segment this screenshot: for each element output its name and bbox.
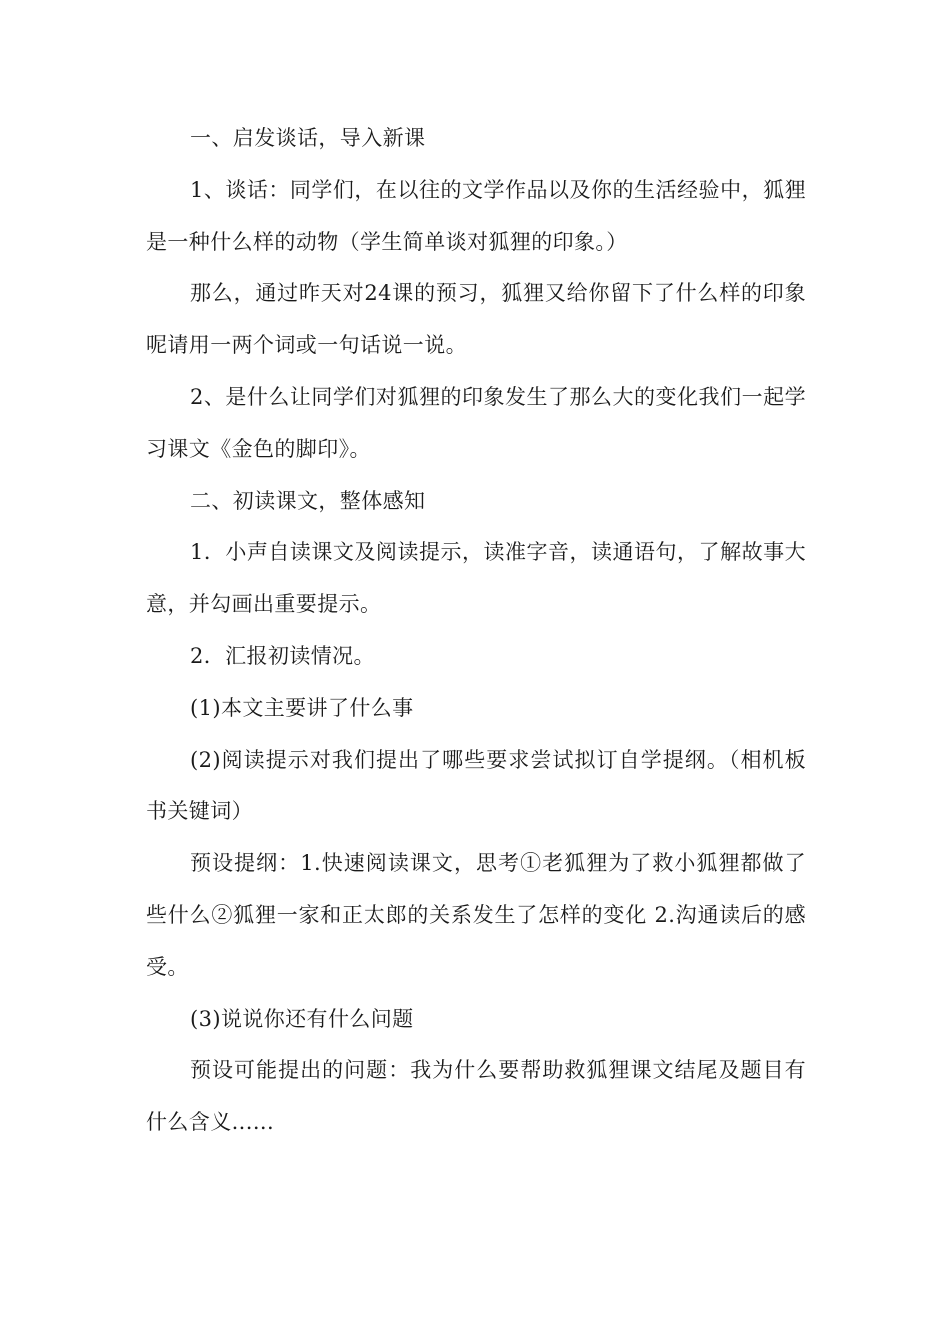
paragraph-question-3: (3)说说你还有什么问题 [190, 1006, 414, 1031]
paragraph-change: 2、是什么让同学们对狐狸的印象发生了那么大的变化我们一起学习课文《金色的脚印》。 [146, 384, 806, 461]
paragraph-possible-questions: 预设可能提出的问题：我为什么要帮助救狐狸课文结尾及题目有什么含义...... [146, 1058, 806, 1135]
document-body [146, 113, 806, 1149]
paragraph-outline: 预设提纲：1.快速阅读课文，思考①老狐狸为了救小狐狸都做了些什么②狐狸一家和正太郎的关系发生了怎样的变化 2.沟通读后的感受。 [146, 851, 806, 979]
paragraph-question-1: (1)本文主要讲了什么事 [190, 695, 414, 720]
paragraph-question-2: (2)阅读提示对我们提出了哪些要求尝试拟订自学提纲。（相机板书关键词） [146, 747, 806, 824]
paragraph-read-aloud: 1．小声自读课文及阅读提示，读准字音，读通语句，了解故事大意，并勾画出重要提示。 [146, 540, 806, 617]
paragraph-talk: 1、谈话：同学们，在以往的文学作品以及你的生活经验中，狐狸是一种什么样的动物（学生简单谈对狐狸的印象。） [146, 177, 806, 254]
paragraph-report: 2．汇报初读情况。 [190, 643, 375, 668]
section-heading-2: 二、初读课文，整体感知 [190, 488, 426, 513]
section-heading-1: 一、启发谈话，导入新课 [190, 126, 426, 150]
paragraph-preview: 那么，通过昨天对24课的预习，狐狸又给你留下了什么样的印象呢请用一两个词或一句话说一说。 [146, 281, 806, 358]
